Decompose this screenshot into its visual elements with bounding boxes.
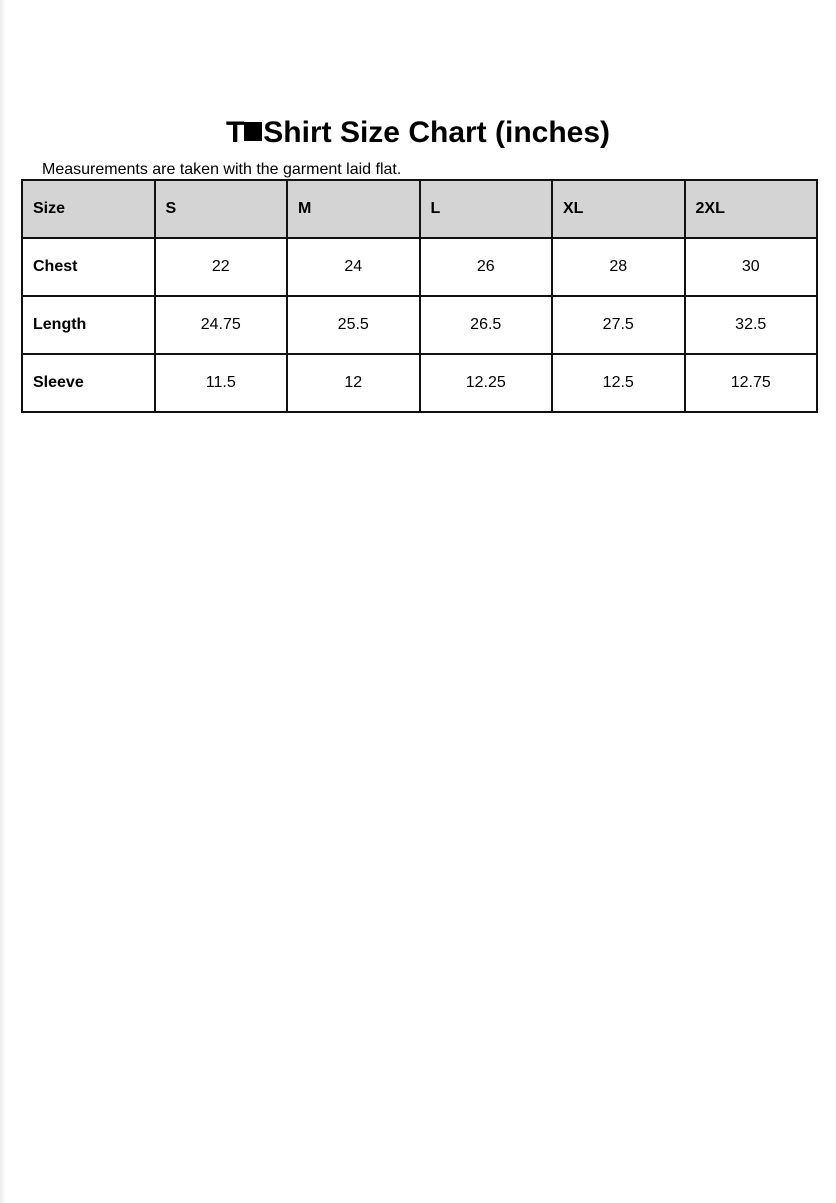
table-cell: 32.5 (685, 296, 818, 354)
table-cell: 25.5 (287, 296, 420, 354)
title-text-start: T (225, 116, 245, 149)
header-cell-xl: XL (552, 180, 685, 238)
table-header (22, 180, 817, 238)
table-cell: 30 (685, 238, 818, 296)
row-label-length: Length (22, 296, 155, 354)
header-cell-l: L (420, 180, 553, 238)
table-cell: 22 (155, 238, 288, 296)
header-cell-2xl: 2XL (685, 180, 818, 238)
black-square-icon (244, 122, 262, 141)
table-cell: 26.5 (420, 296, 553, 354)
table-cell: 12 (287, 354, 420, 412)
header-row (22, 180, 817, 238)
table-cell: 28 (552, 238, 685, 296)
table-cell: 26 (420, 238, 553, 296)
header-cell-m: M (287, 180, 420, 238)
page-edge-shadow (0, 0, 6, 1203)
page-title (0, 113, 836, 153)
table-row-length (22, 296, 817, 354)
table-cell: 24 (287, 238, 420, 296)
table-cell: 27.5 (552, 296, 685, 354)
table-cell: 12.5 (552, 354, 685, 412)
header-cell-s: S (155, 180, 288, 238)
row-label-chest: Chest (22, 238, 155, 296)
row-label-sleeve: Sleeve (22, 354, 155, 412)
measurement-note: Measurements are taken with the garment laid flat. (42, 161, 402, 178)
table-cell: 11.5 (155, 354, 288, 412)
table-cell: 12.75 (685, 354, 818, 412)
table-body (22, 238, 817, 412)
table-cell: 24.75 (155, 296, 288, 354)
header-cell-size: Size (22, 180, 155, 238)
table-row-sleeve (22, 354, 817, 412)
size-chart-table (21, 179, 818, 413)
table-row-chest (22, 238, 817, 296)
table-cell: 12.25 (420, 354, 553, 412)
title-text-end: Shirt Size Chart (inches) (263, 116, 611, 149)
